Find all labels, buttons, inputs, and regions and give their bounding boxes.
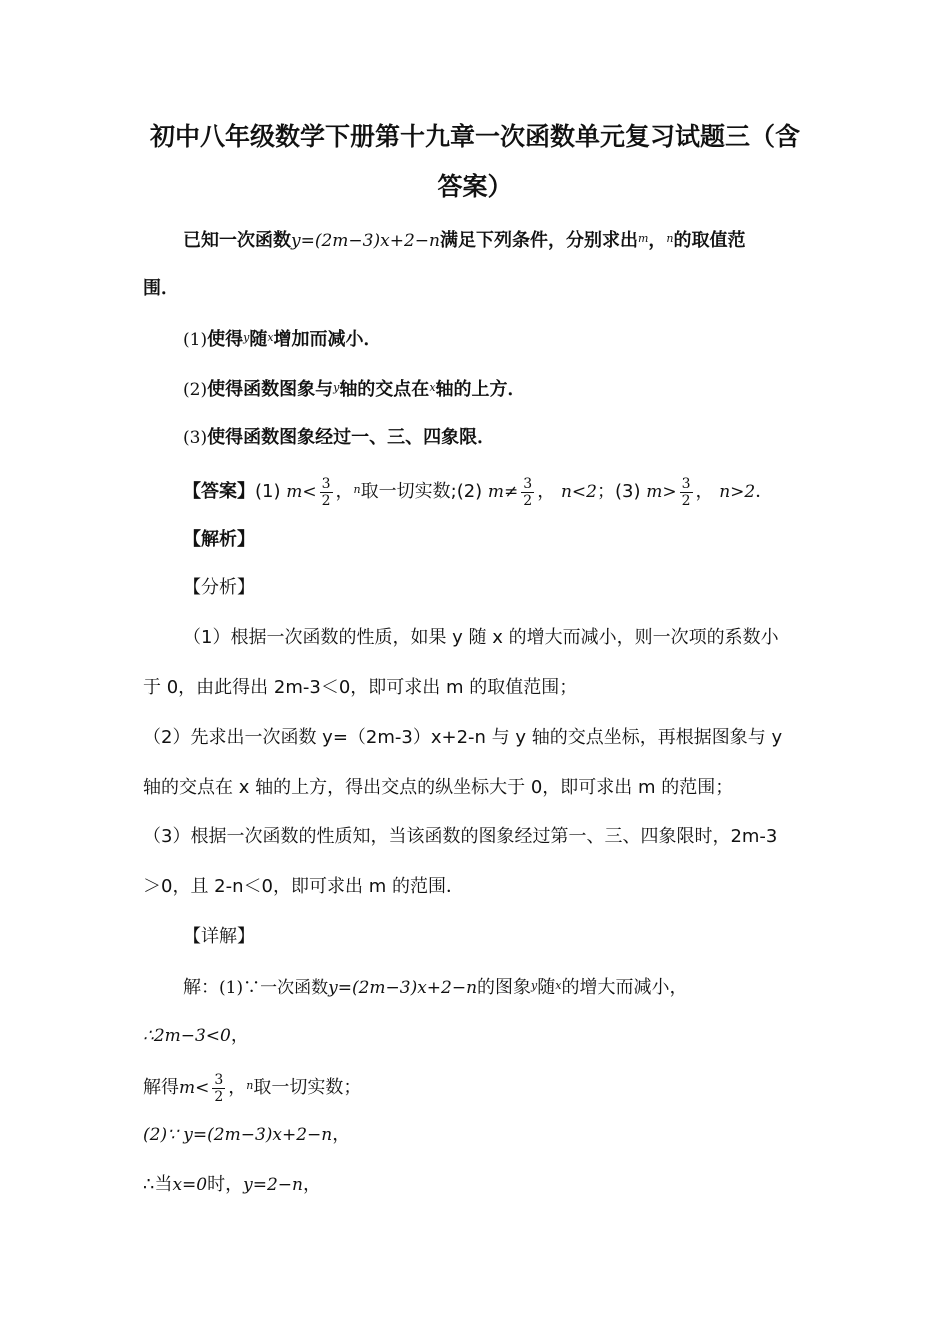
question-text: 满足下列条件，分别求出 bbox=[439, 230, 638, 251]
detail-text: 的图象 bbox=[477, 977, 532, 998]
question-text: 的取值范 bbox=[673, 230, 746, 251]
detail-math: x=0 bbox=[172, 1175, 208, 1195]
answer-text: ；(3) bbox=[596, 481, 641, 502]
function-formula: y=(2m−3)x+2−n bbox=[328, 978, 478, 998]
answer-line bbox=[183, 473, 773, 509]
section-label-jiexi: 【解析】 bbox=[183, 529, 255, 550]
doc-title-line1: 初中八年级数学下册第十九章一次函数单元复习试题三（含 bbox=[149, 122, 800, 151]
var-y: y bbox=[243, 331, 250, 344]
item-text: 轴的交点在 bbox=[339, 379, 430, 400]
detail-math: y=2−n bbox=[243, 1175, 303, 1195]
item-text: 轴的上方． bbox=[435, 379, 526, 400]
detail-text: ， bbox=[332, 1124, 351, 1145]
detail-text: 随 bbox=[537, 977, 556, 998]
item-text: 随 bbox=[249, 329, 268, 350]
answer-text: ， bbox=[335, 481, 354, 502]
answer-text: (1) bbox=[255, 481, 281, 502]
detail-text: 取一切实数； bbox=[253, 1077, 362, 1098]
question-line1 bbox=[183, 224, 745, 256]
fraction-three-halves: $\frac{3}{2}$ bbox=[214, 1071, 224, 1105]
question-item-3 bbox=[183, 423, 495, 453]
doc-title-line2: 答案） bbox=[437, 172, 513, 201]
var-n: n bbox=[353, 483, 361, 496]
item-number: (1) bbox=[183, 330, 208, 350]
function-formula: y=(2m−3)x+2−n bbox=[291, 231, 440, 251]
analysis-line-1: （1）根据一次函数的性质，如果 y 随 x 的增大而减小，则一次项的系数小 bbox=[183, 627, 779, 648]
var-y: y bbox=[531, 979, 538, 992]
answer-text: 取一切实数;(2) bbox=[360, 481, 483, 502]
detail-text: ∴当 bbox=[143, 1174, 173, 1195]
detail-step-2 bbox=[143, 1021, 249, 1051]
question-text: ， bbox=[648, 230, 667, 251]
fraction-three-halves: $\frac{3}{2}$ bbox=[681, 475, 691, 509]
detail-step-5 bbox=[143, 1170, 321, 1200]
item-text: 使得函数图象与 bbox=[207, 379, 334, 400]
detail-text: (1)∵一次函数 bbox=[219, 978, 329, 998]
var-x: x bbox=[555, 979, 562, 992]
detail-math: ∴2m−3<0 bbox=[143, 1026, 231, 1046]
detail-text: 的增大而减小， bbox=[561, 977, 688, 998]
answer-math: n<2 bbox=[560, 482, 597, 502]
analysis-line-3: （2）先求出一次函数 y=（2m-3）x+2-n 与 y 轴的交点坐标，再根据图象与 y bbox=[143, 727, 783, 748]
fraction-three-halves: $\frac{3}{2}$ bbox=[523, 475, 533, 509]
detail-step-3 bbox=[143, 1069, 361, 1105]
answer-math: m< bbox=[286, 482, 317, 502]
answer-math: n>2 bbox=[719, 482, 756, 502]
analysis-line-2: 于 0，由此得出 2m-3＜0，即可求出 m 的取值范围； bbox=[143, 677, 578, 698]
detail-text: ， bbox=[302, 1174, 321, 1195]
var-x: x bbox=[267, 331, 274, 344]
var-n: n bbox=[666, 232, 674, 245]
analysis-line-6: ＞0，且 2-n＜0，即可求出 m 的范围． bbox=[143, 876, 464, 897]
detail-step-4 bbox=[143, 1120, 350, 1150]
detail-text: 时， bbox=[207, 1174, 244, 1195]
fraction-three-halves: $\frac{3}{2}$ bbox=[321, 475, 331, 509]
answer-text: ， bbox=[537, 481, 556, 502]
analysis-line-4: 轴的交点在 x 轴的上方，得出交点的纵坐标大于 0，即可求出 m 的范围； bbox=[143, 777, 734, 798]
item-text: 增加而减小． bbox=[273, 329, 382, 350]
var-n: n bbox=[246, 1079, 254, 1092]
detail-text: 解得 bbox=[143, 1077, 179, 1098]
detail-text: ， bbox=[228, 1077, 247, 1098]
answer-text: ． bbox=[755, 481, 774, 502]
question-item-2 bbox=[183, 373, 526, 405]
answer-math: m> bbox=[646, 482, 677, 502]
var-y: y bbox=[333, 381, 340, 394]
answer-label: 【答案】 bbox=[183, 481, 255, 502]
section-label-xiangjie: 【详解】 bbox=[183, 926, 255, 947]
detail-text: 解： bbox=[183, 977, 219, 998]
question-text: 已知一次函数 bbox=[183, 230, 291, 251]
detail-step-1 bbox=[183, 971, 687, 1003]
detail-text: ， bbox=[230, 1025, 249, 1046]
item-number: (2) bbox=[183, 380, 208, 400]
var-m: m bbox=[637, 232, 649, 245]
detail-math: (2)∵ y=(2m−3)x+2−n bbox=[143, 1125, 333, 1145]
item-number: (3) bbox=[183, 428, 208, 448]
question-line2: 围． bbox=[143, 278, 179, 299]
answer-math: m≠ bbox=[487, 482, 519, 502]
question-item-1 bbox=[183, 323, 382, 355]
item-text: 使得 bbox=[207, 329, 244, 350]
var-x: x bbox=[429, 381, 436, 394]
analysis-line-5: （3）根据一次函数的性质知，当该函数的图象经过第一、三、四象限时，2m-3 bbox=[143, 826, 778, 847]
section-label-fenxi: 【分析】 bbox=[183, 577, 255, 598]
answer-text: ， bbox=[695, 481, 714, 502]
item-text: 使得函数图象经过一、三、四象限． bbox=[207, 427, 496, 448]
detail-math: m< bbox=[179, 1078, 210, 1098]
